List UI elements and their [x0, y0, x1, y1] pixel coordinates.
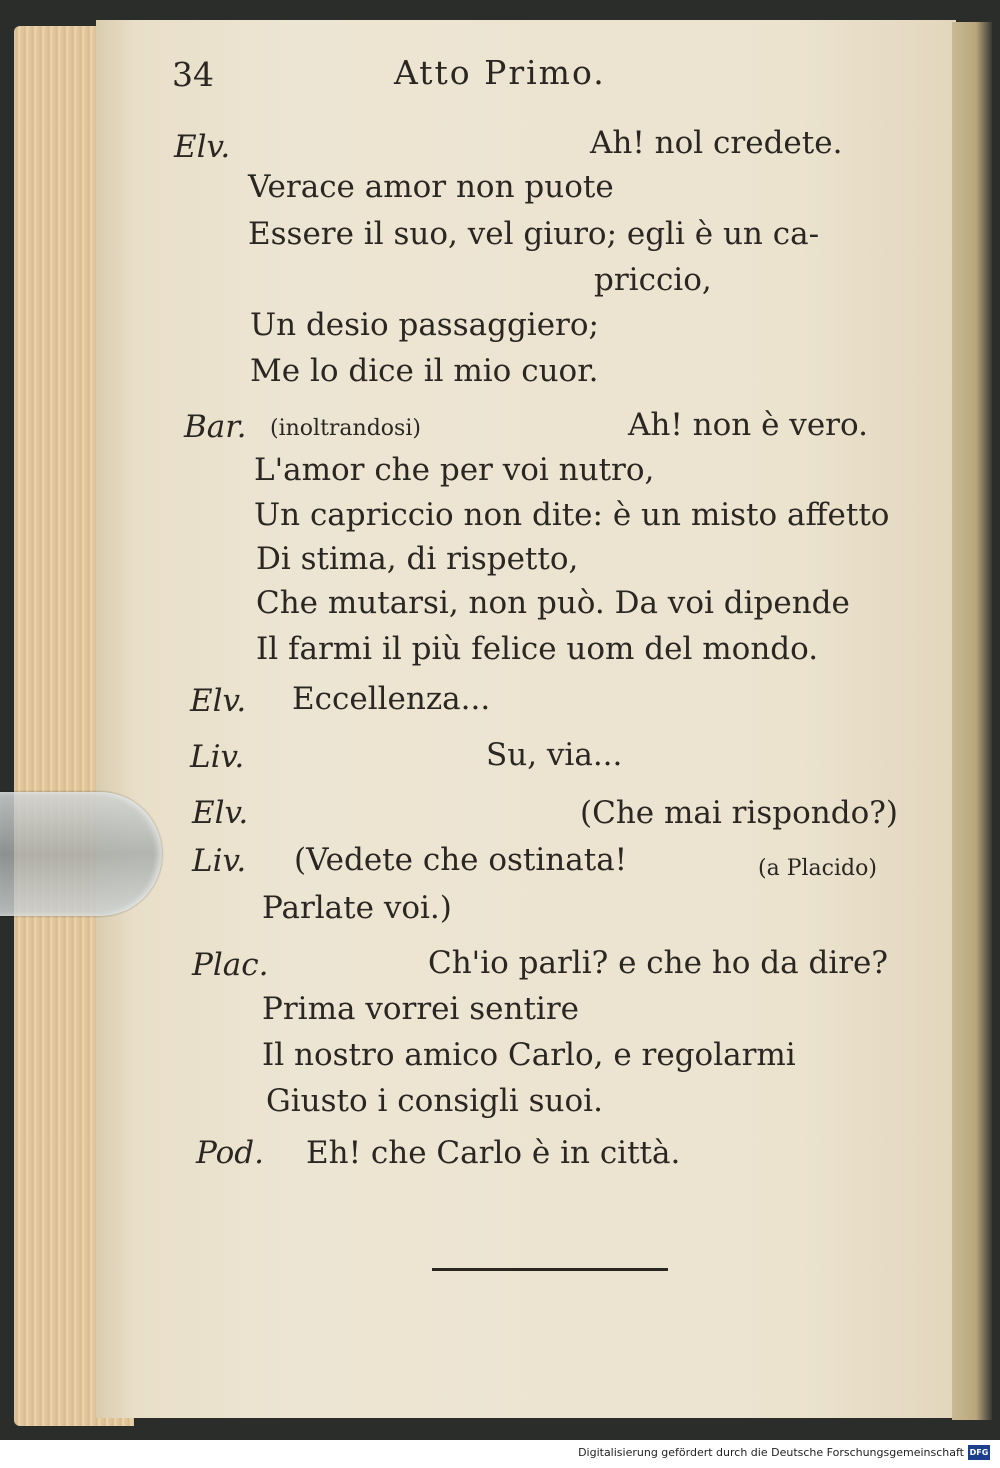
digitization-credit: Digitalisierung gefördert durch die Deutsche Forschungsgemeinschaft [578, 1446, 964, 1459]
verse-line: Verace amor non puote [248, 169, 614, 205]
speaker: Elv. [174, 129, 231, 165]
verse-line: Prima vorrei sentire [262, 991, 580, 1027]
verse-line: Un desio passaggiero; [250, 307, 599, 343]
verse-line: Ah! nol credete. [590, 125, 843, 161]
verse-line: Giusto i consigli suoi. [266, 1083, 603, 1119]
verse-line: Ah! non è vero. [628, 407, 868, 443]
verse-line: (Vedete che ostinata! [294, 842, 628, 878]
speaker: Elv. [192, 795, 249, 831]
verse-line: Di stima, di rispetto, [256, 541, 579, 577]
speaker: Liv. [190, 739, 245, 775]
speaker: Liv. [192, 843, 247, 879]
verse-line: Essere il suo, vel giuro; egli è un ca- [248, 216, 820, 252]
verse-line: Su, via... [486, 737, 623, 773]
verse-line: Parlate voi.) [262, 890, 452, 926]
stage-direction: (a Placido) [758, 856, 877, 881]
dfg-logo: DFG [968, 1445, 990, 1460]
page-number: 34 [172, 55, 214, 94]
speaker: Bar. [184, 409, 247, 445]
stage-direction: (inoltrandosi) [270, 416, 421, 441]
speaker: Plac. [192, 947, 269, 983]
verse-line: Che mutarsi, non può. Da voi dipende [256, 585, 850, 621]
verse-line: priccio, [594, 262, 712, 298]
page-title: Atto Primo. [394, 53, 606, 92]
verse-line: Il nostro amico Carlo, e regolarmi [262, 1037, 796, 1073]
verse-line: Eh! che Carlo è in città. [306, 1135, 681, 1171]
speaker: Pod. [196, 1135, 264, 1171]
verse-line: Me lo dice il mio cuor. [250, 353, 599, 389]
end-rule [432, 1268, 668, 1271]
verse-line: Il farmi il più felice uom del mondo. [256, 631, 819, 667]
verse-line: L'amor che per voi nutro, [254, 452, 655, 488]
verse-line: Un capriccio non dite: è un misto affetto [254, 497, 890, 533]
verse-line: Ch'io parli? e che ho da dire? [428, 945, 889, 981]
speaker: Elv. [190, 683, 247, 719]
verse-line: Eccellenza... [292, 681, 491, 717]
page-clip [0, 792, 162, 916]
verse-line: (Che mai rispondo?) [580, 795, 898, 831]
page-gutter [952, 22, 992, 1420]
